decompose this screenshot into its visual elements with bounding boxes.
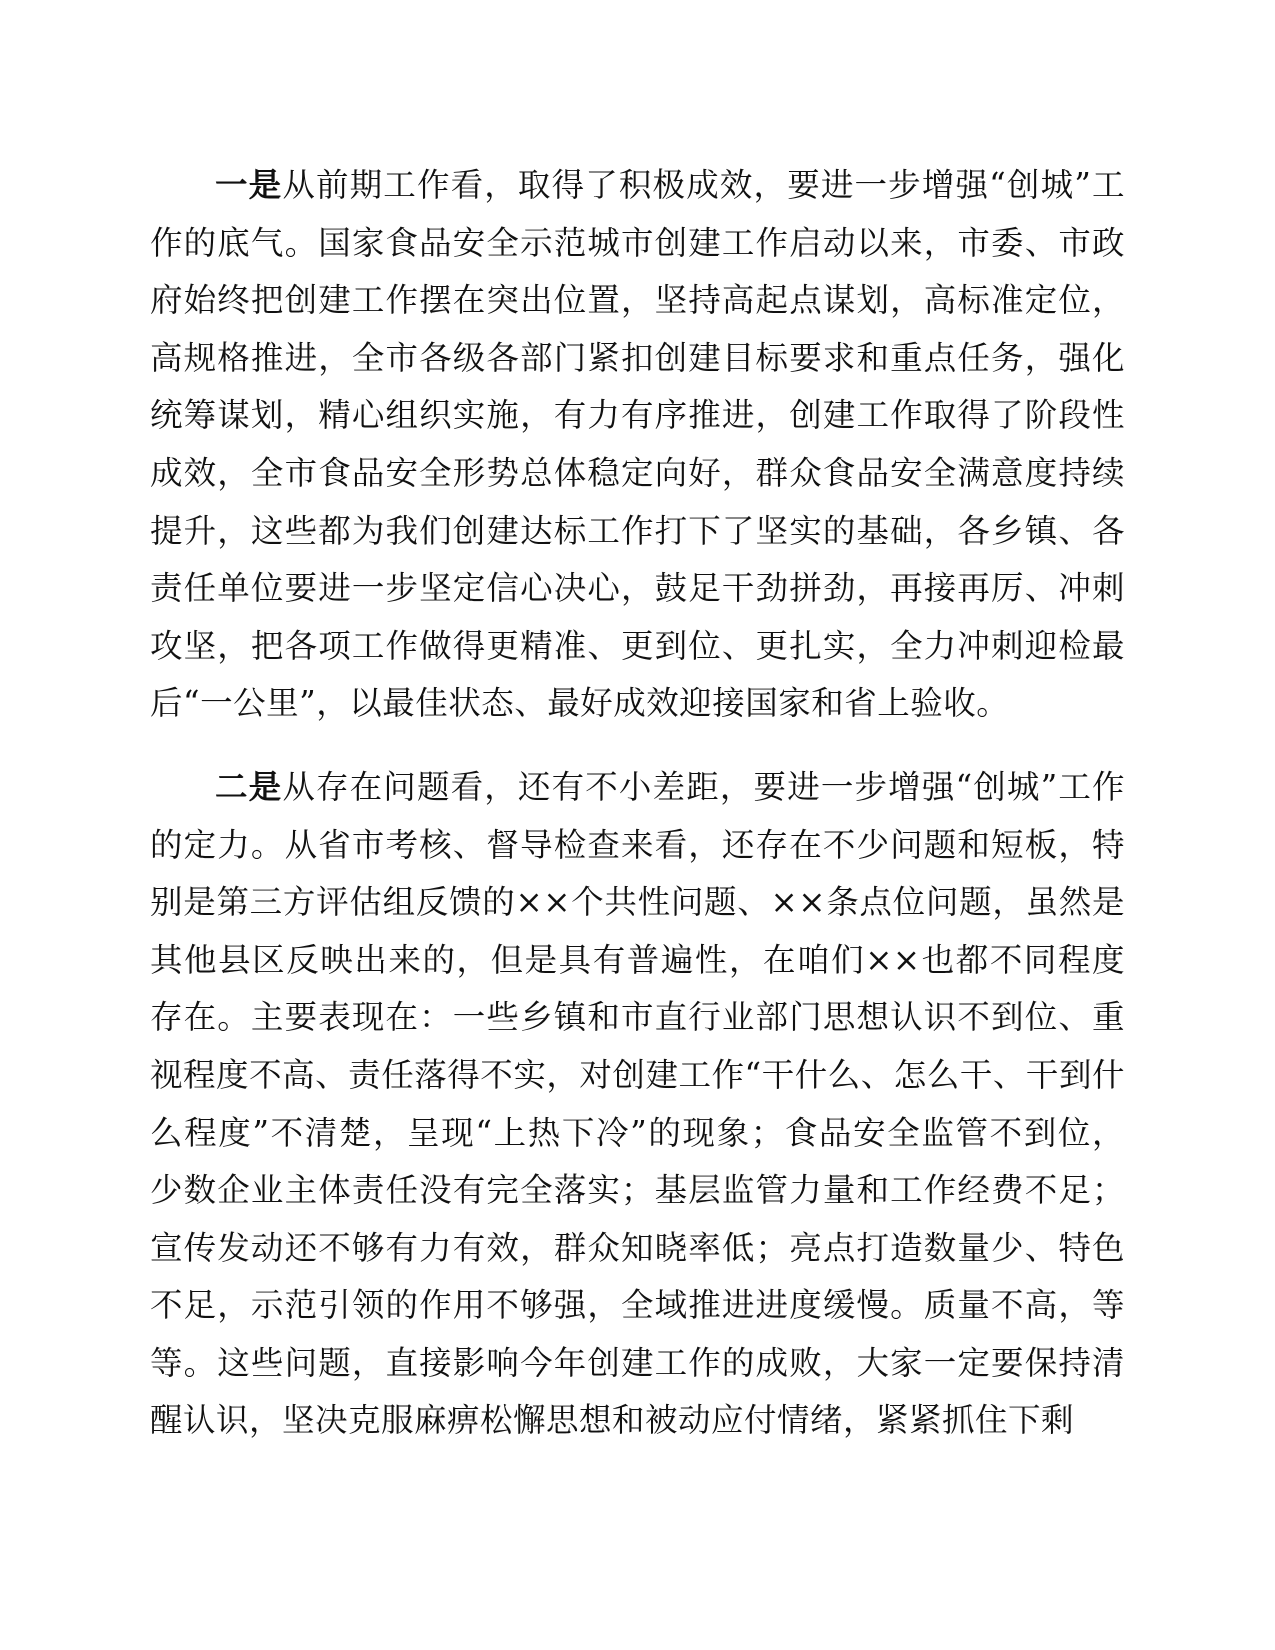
paragraph-1-lead: 一是 bbox=[215, 166, 283, 204]
document-body bbox=[150, 157, 1125, 1450]
paragraph-2-lead: 二是 bbox=[215, 767, 283, 806]
paragraph-2 bbox=[150, 759, 1125, 1450]
paragraph-1 bbox=[150, 157, 1125, 733]
paragraph-2-text: 从存在问题看，还有不小差距，要进一步增强“创城”工作的定力。从省市考核、督导检查来看，还存在不少问题和短板，特别是第三方评估组反馈的××个共性问题、××条点位问题，虽然是其他县区反映出来的，但是具有普遍性，在咱们××也都不同程度存在。主要表现在：一些乡镇和市直行业部门思想认识不到位、重视程度不高、责任落得不实，对创建工作“干什么、怎么干、干到什么程度”不清楚，呈现“上热下冷”的现象；食品安全监管不到位，少数企业主体责任没有完全落实；基层监管力量和工作经费不足；宣传发动还不够有力有效，群众知晓率低；亮点打造数量少、特色不足，示范引领的作用不够强，全域推进进度缓慢。质量不高，等等。这些问题，直接影响今年创建工作的成败，大家一定要保持清醒认识，坚决克服麻痹松懈思想和被动应付情绪，紧紧抓住下剩 bbox=[150, 767, 1125, 1440]
paragraph-1-text: 从前期工作看，取得了积极成效，要进一步增强“创城”工作的底气。国家食品安全示范城市创建工作启动以来，市委、市政府始终把创建工作摆在突出位置，坚持高起点谋划，高标准定位，高规格推进，全市各级各部门紧扣创建目标要求和重点任务，强化统筹谋划，精心组织实施，有力有序推进，创建工作取得了阶段性成效，全市食品安全形势总体稳定向好，群众食品安全满意度持续提升，这些都为我们创建达标工作打下了坚实的基础，各乡镇、各责任单位要进一步坚定信心决心，鼓足干劲拼劲，再接再厉、冲刺攻坚，把各项工作做得更精准、更到位、更扎实，全力冲刺迎检最后“一公里”，以最佳状态、最好成效迎接国家和省上验收。 bbox=[150, 166, 1125, 723]
